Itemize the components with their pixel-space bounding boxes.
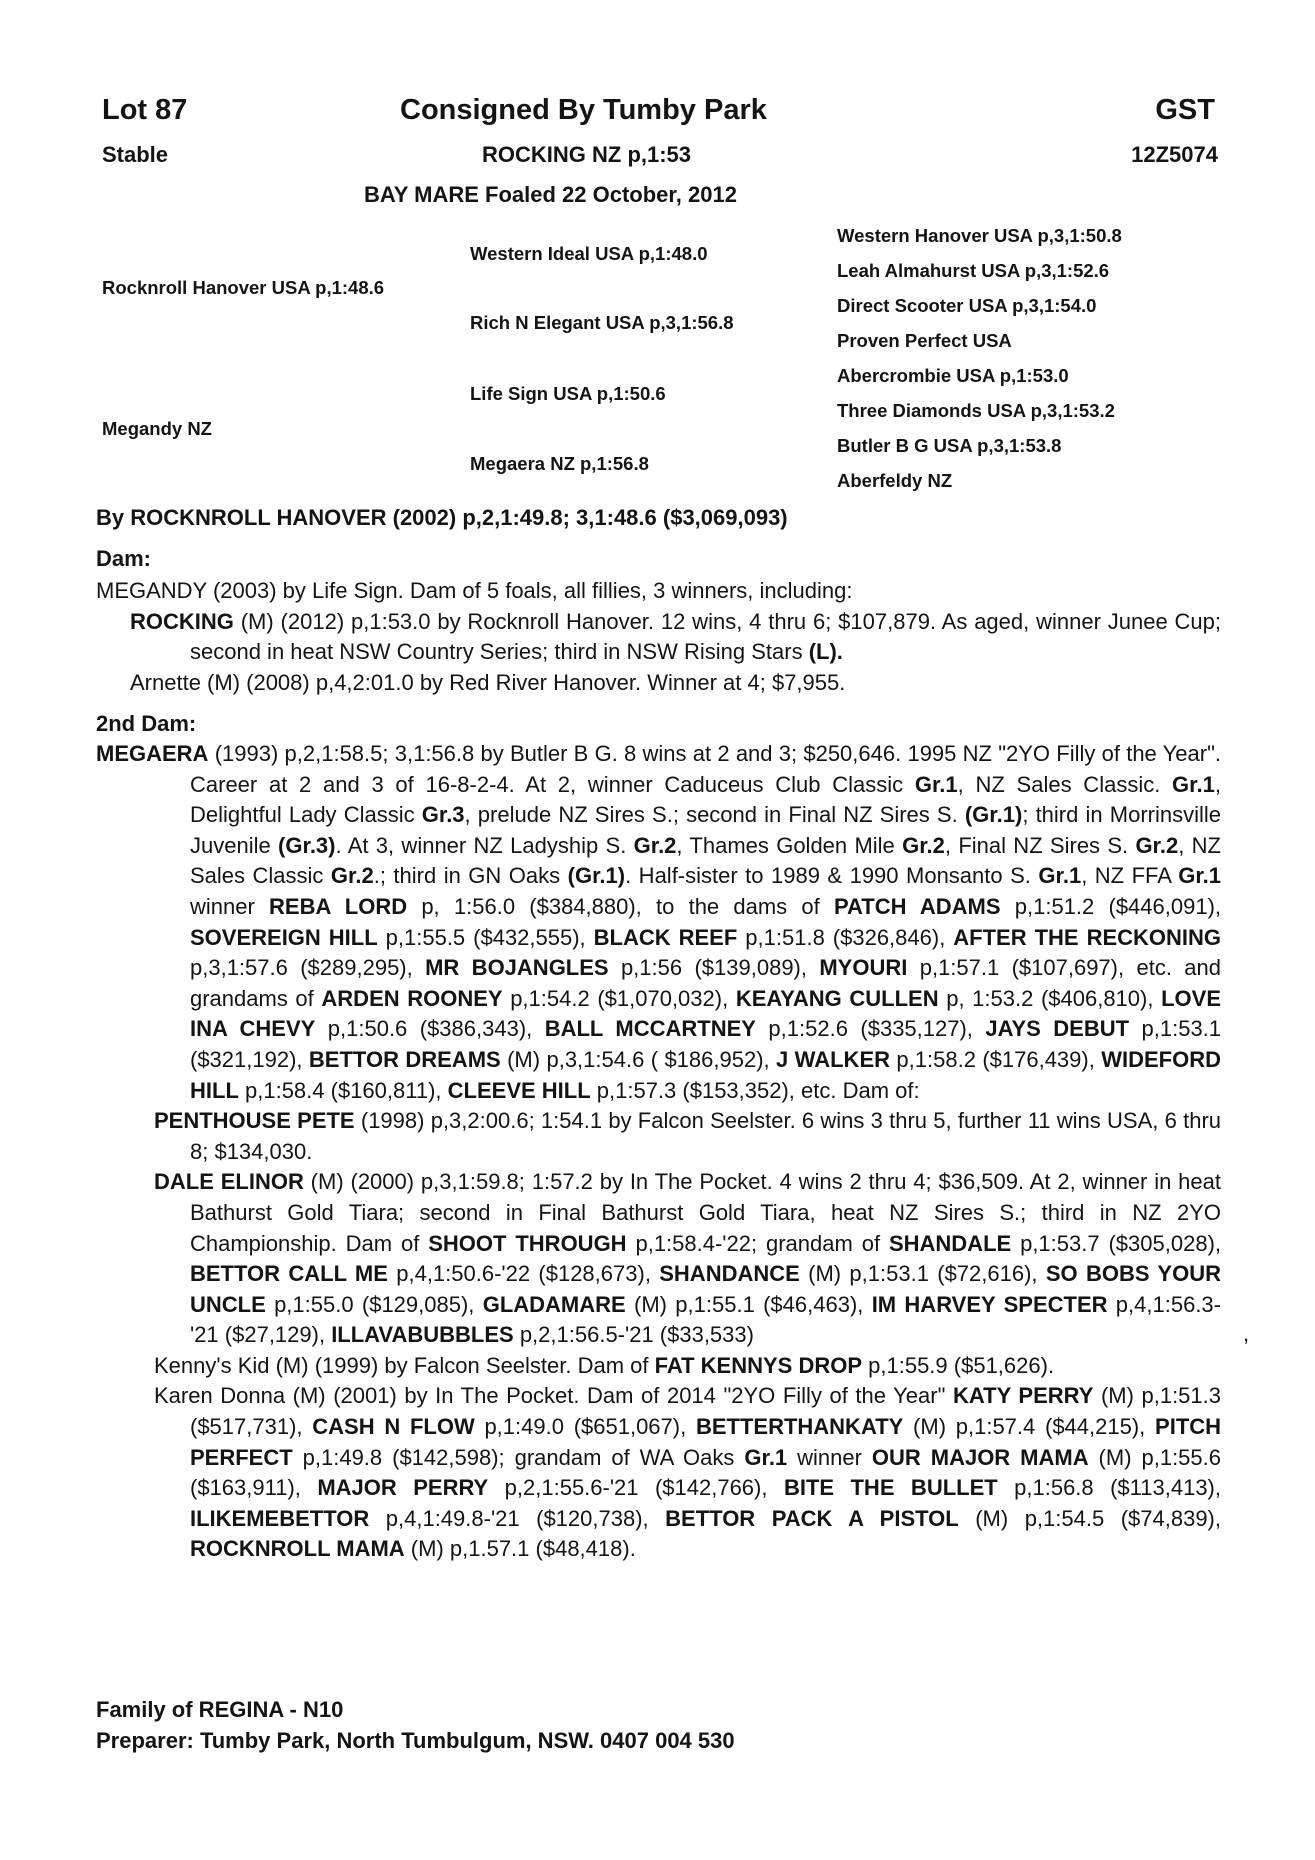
horse-name: ROCKING NZ p,1:53 xyxy=(482,142,692,167)
pedigree-sire-dam: Rich N Elegant USA p,3,1:56.8 xyxy=(470,312,734,333)
produce-karen-donna: Karen Donna (M) (2001) by In The Pocket. Dam of 2014 "2YO Filly of the Year" KATY PERRY (M) p,1:51.3 ($517,731), CASH N FLOW p,1:49.0 ($651,067), BETTERTHANKATY (M) p,1:57.4 ($44,215), PITCH PERFECT p,1:49.8 ($142,598); grandam of WA Oaks Gr.1 winner OUR MAJOR MAMA (M) p,1:55.6 ($163,911), MAJOR PERRY p,2,1:55.6-'21 ($142,766), BITE THE BULLET p,1:56.8 ($113,413), ILIKEMEBETTOR p,4,1:49.8-'21 ($120,738), BETTOR PACK A PISTOL (M) p,1:54.5 ($74,839), ROCKNROLL MAMA (M) p,1.57.1 ($48,418). xyxy=(154,1383,1222,1562)
pedigree-dam: Megandy NZ xyxy=(102,418,212,439)
pedigree-sire: Rocknroll Hanover USA p,1:48.6 xyxy=(102,277,385,298)
second-dam-section xyxy=(96,739,1221,1565)
produce-kennys-kid: Kenny's Kid (M) (1999) by Falcon Seelster. Dam of FAT KENNYS DROP p,1:55.9 ($51,626). xyxy=(154,1352,1055,1378)
pedigree-dam-dam: Megaera NZ p,1:56.8 xyxy=(470,453,649,474)
consignor-title: Consigned By Tumby Park xyxy=(400,94,767,126)
pedigree-gen3-4: Proven Perfect USA xyxy=(837,330,1012,351)
brand-number: 12Z5074 xyxy=(1131,142,1218,167)
second-dam-megaera: MEGAERA (1993) p,2,1:58.5; 3,1:56.8 by Butler B G. 8 wins at 2 and 3; $250,646. 1995 NZ "2YO Filly of the Year". Career at 2 and 3 of 16-8-2-4. At 2, winner Caduceus Club Classic Gr.1, NZ Sales Classic. Gr.1, Delightful Lady Classic Gr.3, prelude NZ Sires S.; second in Final NZ Sires S. (Gr.1); third in Morrinsville Juvenile (Gr.3). At 3, winner NZ Ladyship S. Gr.2, Thames Golden Mile Gr.2, Final NZ Sires S. Gr.2, NZ Sales Classic Gr.2.; third in GN Oaks (Gr.1). Half-sister to 1989 & 1990 Monsanto S. Gr.1, NZ FFA Gr.1 winner REBA LORD p, 1:56.0 ($384,880), to the dams of PATCH ADAMS p,1:51.2 ($446,091), SOVEREIGN HILL p,1:55.5 ($432,555), BLACK REEF p,1:51.8 ($326,846), AFTER THE RECKONING p,3,1:57.6 ($289,295), MR BOJANGLES p,1:56 ($139,089), MYOURI p,1:57.1 ($107,697), etc. and grandams of ARDEN ROONEY p,1:54.2 ($1,070,032), KEAYANG CULLEN p, 1:53.2 ($406,810), LOVE INA CHEVY p,1:50.6 ($386,343), BALL MCCARTNEY p,1:52.6 ($335,127), JAYS DEBUT p,1:53.1 ($321,192), BETTOR DREAMS (M) p,3,1:54.6 ( $186,952), J WALKER p,1:58.2 ($176,439), WIDEFORD HILL p,1:58.4 ($160,811), CLEEVE HILL p,1:57.3 ($153,352), etc. Dam of: xyxy=(96,741,1222,1103)
pedigree-gen3-5: Abercrombie USA p,1:53.0 xyxy=(837,365,1069,386)
pedigree-gen3-1: Western Hanover USA p,3,1:50.8 xyxy=(837,225,1122,246)
horse-description: BAY MARE Foaled 22 October, 2012 xyxy=(364,182,737,207)
pedigree-gen3-7: Butler B G USA p,3,1:53.8 xyxy=(837,435,1062,456)
pedigree-dam-sire: Life Sign USA p,1:50.6 xyxy=(470,383,666,404)
produce-penthouse-pete: PENTHOUSE PETE (1998) p,3,2:00.6; 1:54.1 by Falcon Seelster. 6 wins 3 thru 5, further 11 wins USA, 6 thru 8; $134,030. xyxy=(154,1108,1222,1164)
pedigree-gen3-2: Leah Almahurst USA p,3,1:52.6 xyxy=(837,260,1110,281)
dam-intro: MEGANDY (2003) by Life Sign. Dam of 5 foals, all fillies, 3 winners, including: xyxy=(96,578,853,603)
preparer-line: Preparer: Tumby Park, North Tumbulgum, NSW. 0407 004 530 xyxy=(96,1728,735,1753)
dam-produce-rocking: ROCKING (M) (2012) p,1:53.0 by Rocknroll Hanover. 12 wins, 4 thru 6; $107,879. As aged, winner Junee Cup; second in heat NSW Country Series; third in NSW Rising Stars (L). xyxy=(130,608,1221,665)
second-dam-heading: 2nd Dam: xyxy=(96,711,197,736)
stable-label: Stable xyxy=(102,142,169,167)
dam-section xyxy=(96,576,1221,698)
pedigree-gen3-6: Three Diamonds USA p,3,1:53.2 xyxy=(837,400,1115,421)
pedigree-gen3-8: Aberfeldy NZ xyxy=(837,470,953,491)
lot-number: Lot 87 xyxy=(102,94,188,126)
pedigree-sire-sire: Western Ideal USA p,1:48.0 xyxy=(470,243,708,264)
stray-comma: , xyxy=(1243,1321,1250,1346)
dam-heading: Dam: xyxy=(96,546,152,571)
sire-line: By ROCKNROLL HANOVER (2002) p,2,1:49.8; 3,1:48.6 ($3,069,093) xyxy=(96,505,788,530)
gst-label: GST xyxy=(1155,94,1215,126)
produce-dale-elinor: DALE ELINOR (M) (2000) p,3,1:59.8; 1:57.2 by In The Pocket. 4 wins 2 thru 4; $36,509. At 2, winner in heat Bathurst Gold Tiara; second in Final Bathurst Gold Tiara, heat NZ Sires S.; third in NZ 2YO Championship. Dam of SHOOT THROUGH p,1:58.4-'22; grandam of SHANDALE p,1:53.7 ($305,028), BETTOR CALL ME p,4,1:50.6-'22 ($128,673), SHANDANCE (M) p,1:53.1 ($72,616), SO BOBS YOUR UNCLE p,1:55.0 ($129,085), GLADAMARE (M) p,1:55.1 ($46,463), IM HARVEY SPECTER p,4,1:56.3-'21 ($27,129), ILLAVABUBBLES p,2,1:56.5-'21 ($33,533) xyxy=(154,1169,1222,1348)
dam-produce-arnette: Arnette (M) (2008) p,4,2:01.0 by Red River Hanover. Winner at 4; $7,955. xyxy=(130,669,846,695)
family-line: Family of REGINA - N10 xyxy=(96,1697,344,1722)
pedigree-gen3-3: Direct Scooter USA p,3,1:54.0 xyxy=(837,295,1097,316)
